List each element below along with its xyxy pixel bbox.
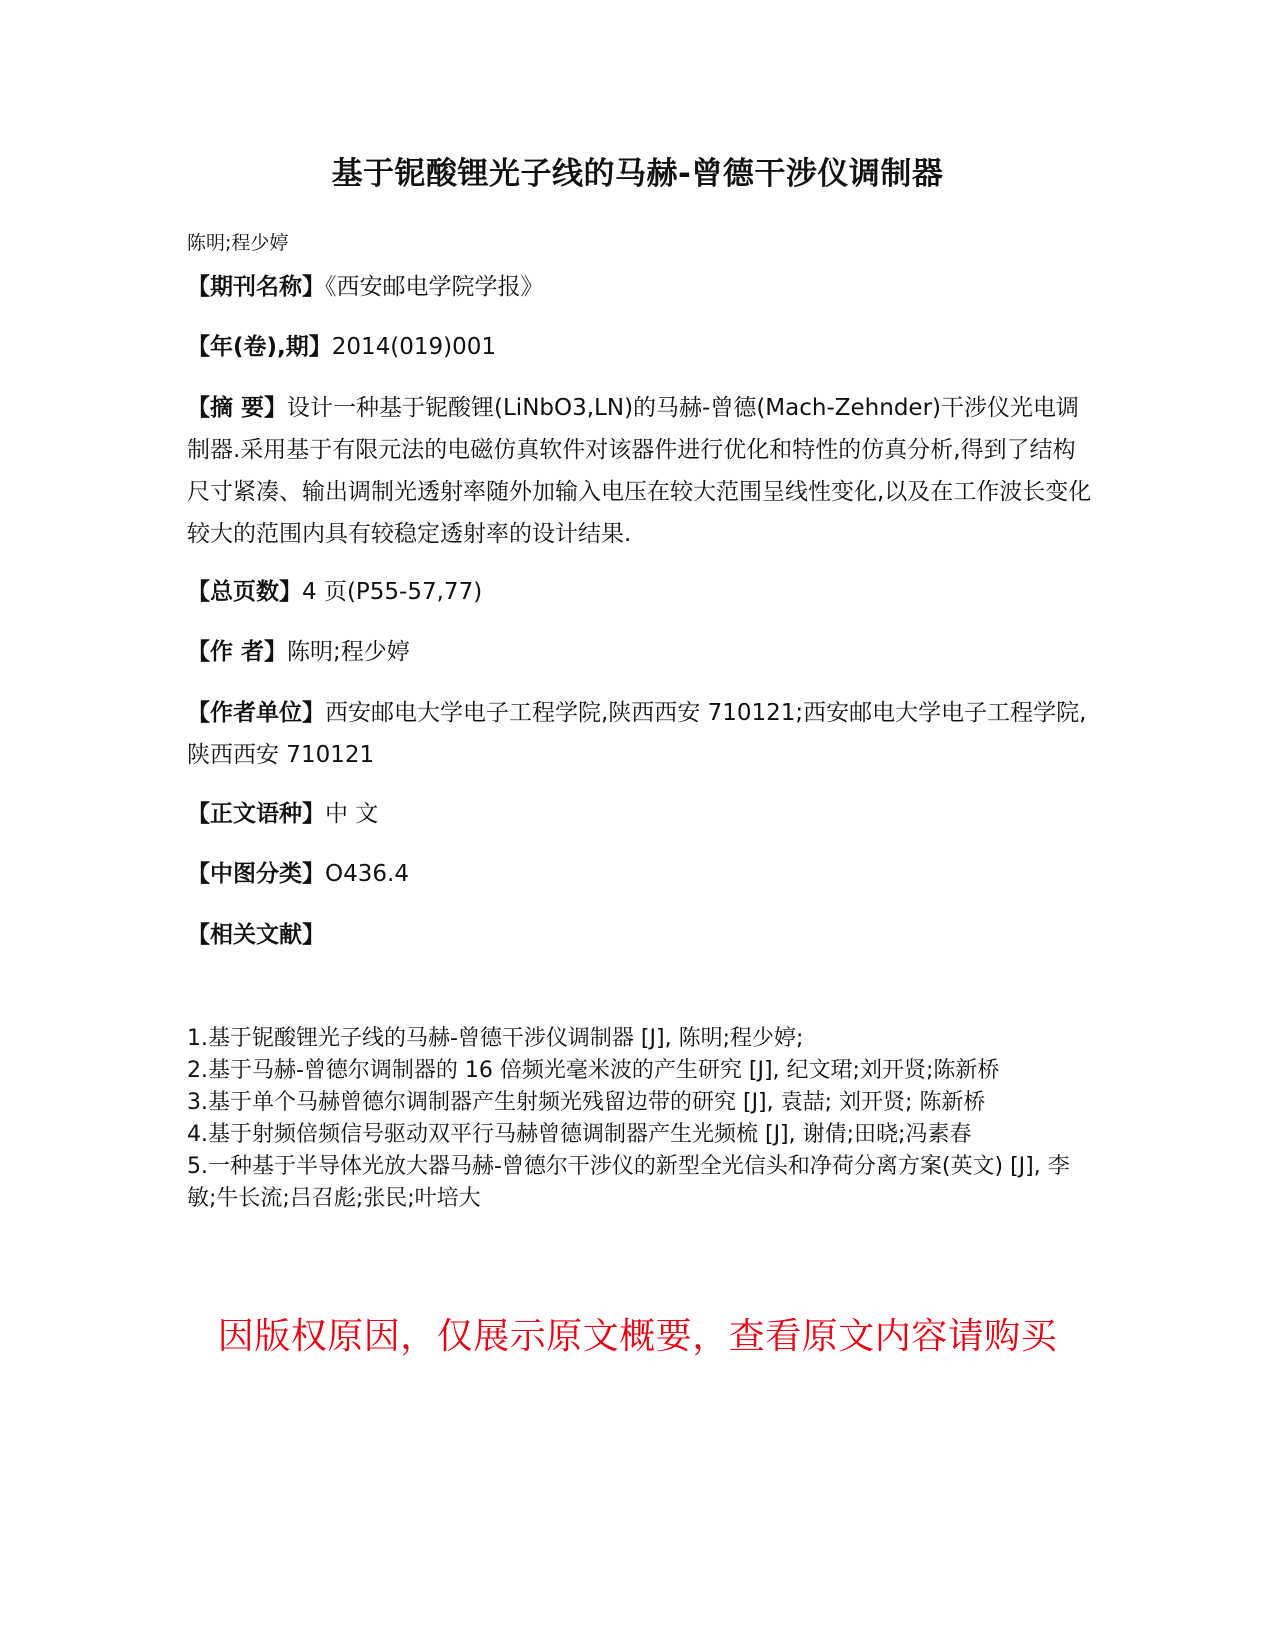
year-volume-issue-field [187, 326, 1092, 368]
abstract-value: 设计一种基于铌酸锂(LiNbO3,LN)的马赫-曾德(Mach-Zehnder)干涉仪光电调制器.采用基于有限元法的电磁仿真软件对该器件进行优化和特性的仿真分析,得到了结构尺寸紧凑、输出调制光透射率随外加输入电压在较大范围呈线性变化,以及在工作波长变化较大的范围内具有较稳定透射率的设计结果. [187, 395, 1092, 547]
related-literature-label: 【相关文献】 [187, 922, 325, 948]
related-literature-heading [187, 914, 1092, 956]
affiliation-label: 【作者单位】 [187, 700, 325, 726]
affiliation-field [187, 692, 1092, 776]
authors-label: 【作 者】 [187, 639, 288, 665]
journal-value: 《西安邮电学院学报》 [325, 274, 544, 300]
classification-value: O436.4 [325, 861, 409, 887]
classification-field [187, 853, 1092, 895]
authors-value: 陈明;程少婷 [287, 639, 410, 665]
author-line: 陈明;程少婷 [187, 232, 289, 254]
language-field [187, 793, 1092, 835]
year-volume-issue-value: 2014(019)001 [331, 334, 497, 360]
reference-item[interactable]: 4.基于射频倍频信号驱动双平行马赫曾德调制器产生光频梳 [J], 谢倩;田晓;冯素春 [187, 1122, 972, 1147]
language-value: 中 文 [325, 801, 379, 827]
total-pages-label: 【总页数】 [187, 579, 302, 605]
total-pages-field [187, 571, 1092, 613]
abstract-label: 【摘 要】 [187, 395, 288, 421]
affiliation-value: 西安邮电大学电子工程学院,陕西西安 710121;西安邮电大学电子工程学院,陕西西安 710121 [187, 700, 1087, 768]
abstract-field [187, 387, 1092, 555]
journal-label: 【期刊名称】 [187, 274, 325, 300]
copyright-notice: 因版权原因，仅展示原文概要，查看原文内容请购买 [217, 1316, 1058, 1357]
total-pages-value: 4 页(P55-57,77) [302, 579, 483, 605]
reference-item[interactable]: 1.基于铌酸锂光子线的马赫-曾德干涉仪调制器 [J], 陈明;程少婷; [187, 1026, 804, 1051]
language-label: 【正文语种】 [187, 801, 325, 827]
reference-item[interactable]: 2.基于马赫-曾德尔调制器的 16 倍频光毫米波的产生研究 [J], 纪文珺;刘开贤;陈新桥 [187, 1058, 1000, 1083]
reference-list [187, 1023, 1092, 1215]
reference-item[interactable]: 3.基于单个马赫曾德尔调制器产生射频光残留边带的研究 [J], 袁喆; 刘开贤; 陈新桥 [187, 1090, 986, 1115]
document-title: 基于铌酸锂光子线的马赫-曾德干涉仪调制器 [331, 156, 944, 192]
classification-label: 【中图分类】 [187, 861, 325, 887]
journal-field [187, 266, 1092, 308]
year-volume-issue-label: 【年(卷),期】 [187, 334, 332, 360]
reference-item[interactable]: 5.一种基于半导体光放大器马赫-曾德尔干涉仪的新型全光信头和净荷分离方案(英文) [J], 李敏;牛长流;吕召彪;张民;叶培大 [187, 1154, 1070, 1211]
authors-field [187, 631, 1092, 673]
